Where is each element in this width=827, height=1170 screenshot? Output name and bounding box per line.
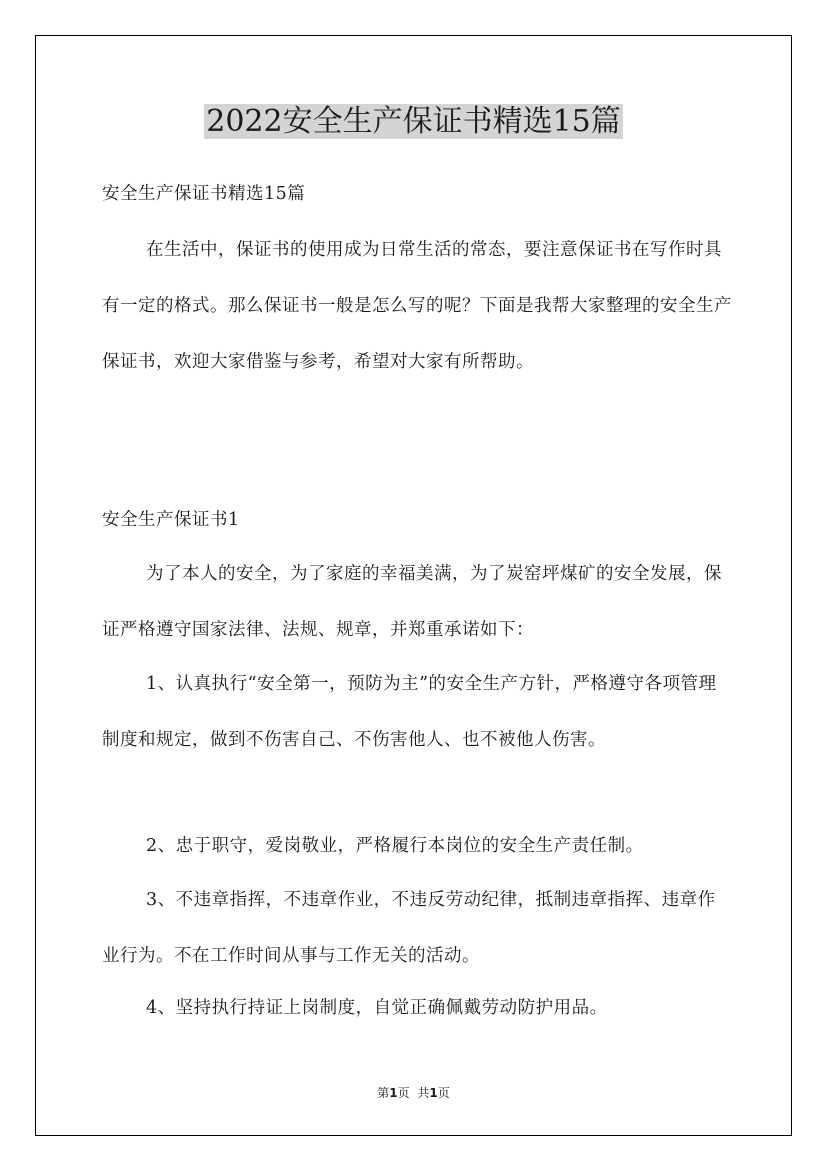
body-paragraph: 3、不违章指挥，不违章作业，不违反劳动纪律，抵制违章指挥、违章作业行为。不在工作时间从事与工作无关的活动。 (102, 890, 716, 966)
body-paragraph: 4、坚持执行持证上岗制度，自觉正确佩戴劳动防护用品。 (146, 998, 608, 1018)
document-title (0, 102, 827, 142)
footer-page-suffix: 页 (397, 1086, 410, 1100)
intro-paragraph: 在生活中，保证书的使用成为日常生活的常态，要注意保证书在写作时具有一定的格式。那么保证书一般是怎么写的呢？下面是我帮大家整理的安全生产保证书，欢迎大家借鉴与参考，希望对大家有所帮助。 (102, 240, 732, 372)
body-paragraph: 为了本人的安全，为了家庭的幸福美满，为了炭窑坪煤矿的安全发展，保证严格遵守国家法律、法规、规章，并郑重承诺如下： (102, 564, 722, 640)
footer-total-suffix: 页 (437, 1086, 450, 1100)
section-heading: 安全生产保证书1 (102, 510, 240, 530)
footer-total-pages: 1 (429, 1086, 438, 1100)
body-paragraph: 1、认真执行“安全第一，预防为主”的安全生产方针，严格遵守各项管理制度和规定，做到不伤害自己、不伤害他人、也不被他人伤害。 (102, 674, 717, 750)
page-footer (0, 1084, 827, 1101)
footer-page-number: 1 (389, 1086, 398, 1100)
footer-total-prefix: 共 (417, 1086, 430, 1100)
body-paragraph: 2、忠于职守，爱岗敬业，严格履行本岗位的安全生产责任制。 (146, 836, 644, 856)
footer-prefix: 第 (377, 1086, 390, 1100)
document-subtitle: 安全生产保证书精选15篇 (102, 184, 306, 204)
document-title-text: 2022安全生产保证书精选15篇 (206, 104, 621, 139)
